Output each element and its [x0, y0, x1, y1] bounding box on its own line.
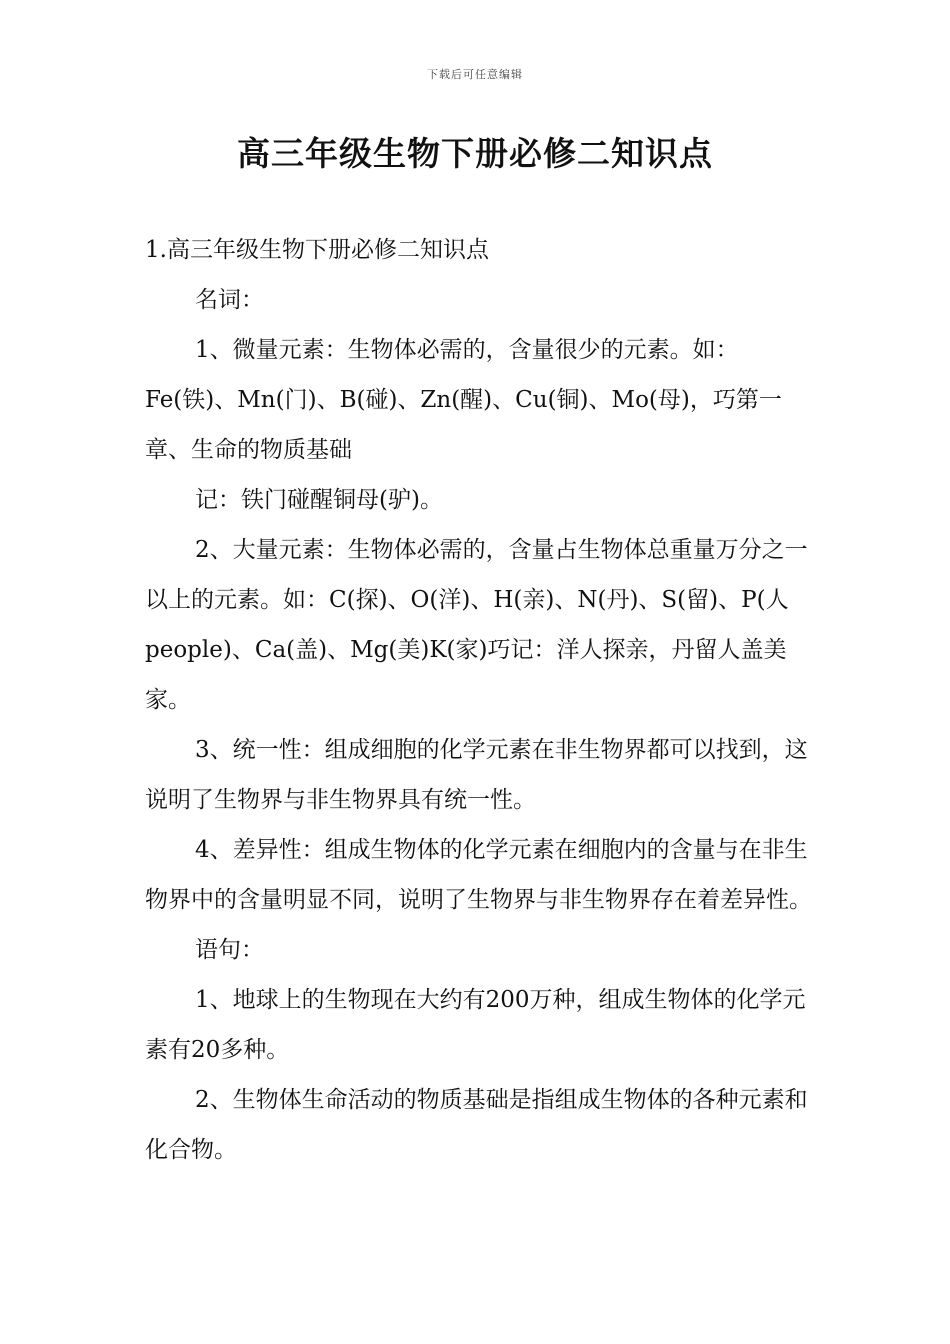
- paragraph-trace-mnemonic: 记：铁门碰醒铜母(驴)。: [195, 487, 443, 513]
- section-heading: 1.高三年级生物下册必修二知识点: [145, 237, 489, 263]
- paragraph-trace-elements: 1、微量元素：生物体必需的，含量很少的元素。如：Fe(铁)、Mn(门)、B(碰)、Zn(醒)、Cu(铜)、Mo(母)，巧第一章、生命的物质基础: [145, 337, 782, 463]
- header-note: 下载后可任意编辑: [427, 68, 523, 81]
- paragraph-sentences-heading: 语句：: [195, 937, 264, 963]
- paragraph-difference: 4、差异性：组成生物体的化学元素在细胞内的含量与在非生物界中的含量明显不同，说明了生物界与非生物界存在着差异性。: [145, 837, 812, 913]
- paragraph-major-elements: 2、大量元素：生物体必需的，含量占生物体总重量万分之一以上的元素。如：C(探)、O(洋)、H(亲)、N(丹)、S(留)、P(人people)、Ca(盖)、Mg(美)K(家)巧记：洋人探亲，丹留人盖美家。: [145, 537, 808, 713]
- paragraph-species-count: 1、地球上的生物现在大约有200万种，组成生物体的化学元素有20多种。: [145, 987, 806, 1063]
- paragraph-unity: 3、统一性：组成细胞的化学元素在非生物界都可以找到，这说明了生物界与非生物界具有统一性。: [145, 737, 808, 813]
- document-body: [145, 225, 815, 1175]
- document-title: 高三年级生物下册必修二知识点: [237, 134, 713, 173]
- paragraph-terms-heading: 名词：: [195, 287, 264, 313]
- paragraph-material-basis: 2、生物体生命活动的物质基础是指组成生物体的各种元素和化合物。: [145, 1087, 808, 1163]
